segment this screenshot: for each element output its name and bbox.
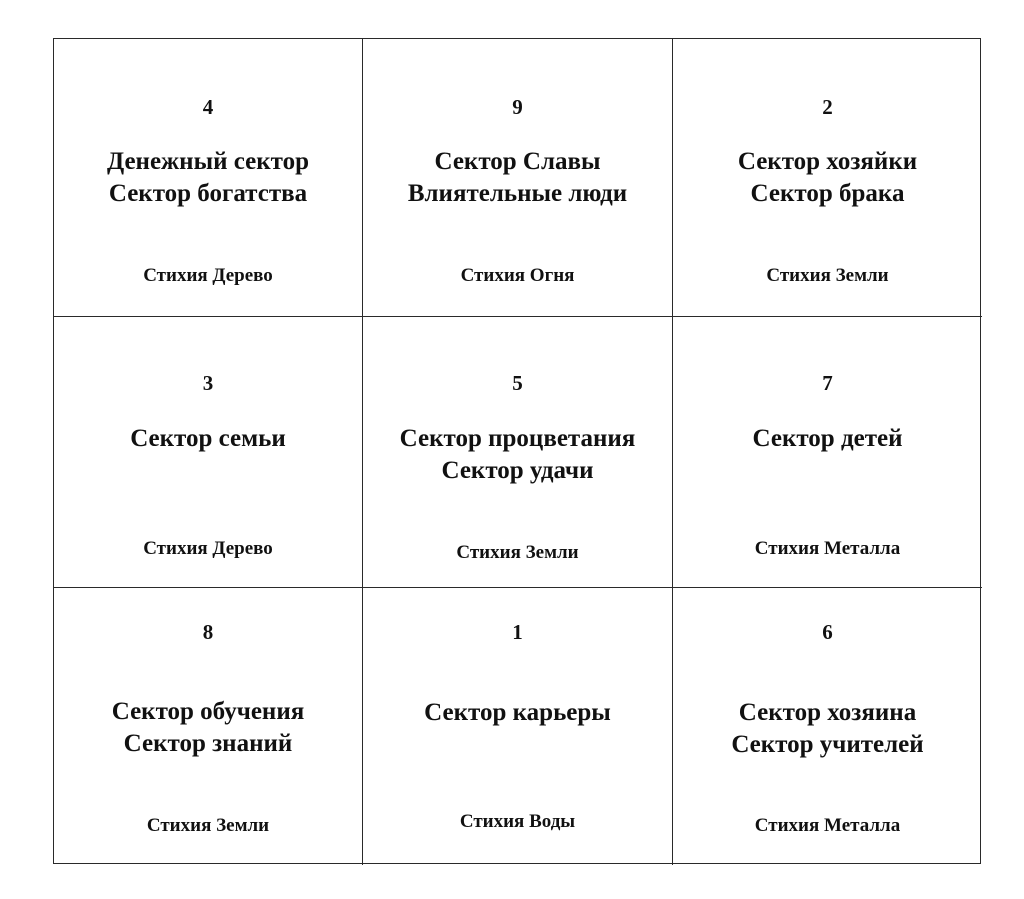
sector-title-line: Сектор Славы (434, 148, 601, 175)
sector-cell-4 (54, 39, 363, 317)
sector-number: 2 (822, 95, 833, 119)
sector-cell-1 (363, 588, 673, 865)
sector-element: Стихия Земли (456, 542, 579, 563)
sector-title-line: Сектор семьи (130, 425, 286, 452)
sector-number: 7 (822, 371, 833, 395)
sector-title (673, 697, 982, 761)
sector-element: Стихия Дерево (143, 538, 273, 559)
sector-number: 9 (512, 95, 523, 119)
sector-title-line: Сектор карьеры (424, 699, 611, 726)
sector-cell-9 (363, 39, 673, 317)
sector-title (363, 146, 672, 210)
sector-number: 5 (512, 371, 523, 395)
sector-cell-2 (673, 39, 982, 317)
sector-element: Стихия Дерево (143, 265, 273, 286)
sector-title (673, 423, 982, 455)
sector-cell-6 (673, 588, 982, 865)
sector-title-line: Сектор детей (752, 425, 903, 452)
sector-title (363, 697, 672, 729)
sector-element: Стихия Металла (754, 815, 901, 836)
sector-title (54, 146, 362, 210)
bagua-grid (53, 38, 981, 864)
sector-title-line: Сектор знаний (123, 730, 293, 757)
sector-number: 8 (202, 620, 214, 644)
sector-title-line: Сектор удачи (441, 457, 594, 484)
sector-cell-8 (54, 588, 363, 865)
sector-title (54, 696, 362, 760)
sector-number: 6 (822, 620, 833, 644)
sector-cell-7 (673, 317, 982, 588)
sector-cell-3 (54, 317, 363, 588)
sector-element: Стихия Земли (146, 815, 270, 836)
sector-cell-5 (363, 317, 673, 588)
sector-title (673, 146, 982, 210)
sector-title-line: Сектор хозяйки (737, 148, 918, 175)
sector-number: 4 (202, 95, 214, 119)
sector-element: Стихия Земли (766, 265, 889, 286)
sector-title-line: Сектор процветания (399, 425, 636, 452)
sector-title (54, 423, 362, 455)
sector-title-line: Сектор брака (750, 180, 905, 207)
sector-title (363, 423, 672, 487)
sector-element: Стихия Огня (460, 265, 575, 286)
sector-number: 3 (202, 371, 214, 395)
sector-title-line: Влиятельные люди (407, 180, 628, 207)
sector-element: Стихия Металла (754, 538, 901, 559)
sector-element: Стихия Воды (459, 811, 576, 832)
sector-title-line: Сектор богатства (108, 180, 308, 207)
sector-title-line: Сектор учителей (731, 731, 924, 758)
sector-title-line: Сектор обучения (111, 698, 305, 725)
sector-title-line: Денежный сектор (106, 148, 310, 175)
sector-title-line: Сектор хозяина (738, 699, 917, 726)
sector-number: 1 (512, 620, 523, 644)
